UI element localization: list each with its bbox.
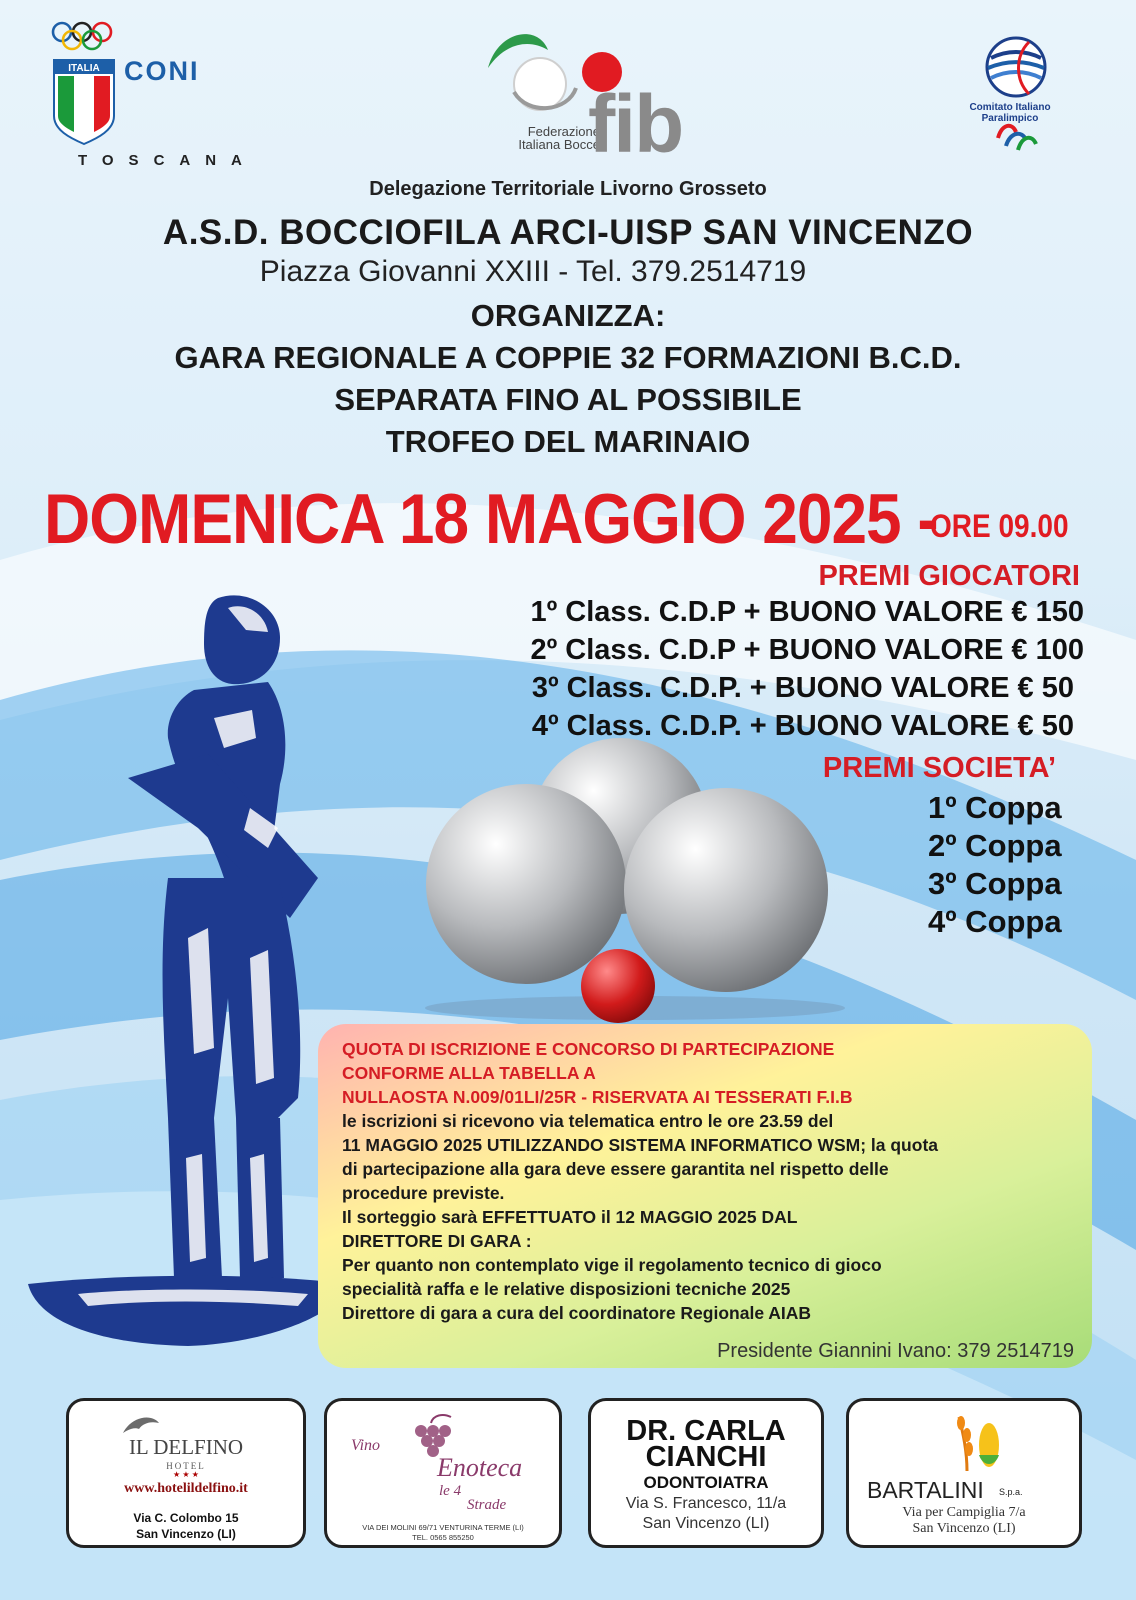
fib-name-line1: Federazione xyxy=(527,124,600,139)
info-line-6: DIRETTORE DI GARA : xyxy=(342,1231,532,1251)
player-prize-3: 3º Class. C.D.P. + BUONO VALORE € 50 xyxy=(531,672,1074,704)
gara-heading: GARA REGIONALE A COPPIE 32 FORMAZIONI B.C.D. xyxy=(174,340,962,375)
info-line-1: le iscrizioni si ricevono via telematica entro le ore 23.59 del xyxy=(342,1111,834,1131)
club-prize-2: 2º Coppa xyxy=(928,828,1062,863)
bocce-ball xyxy=(624,788,828,992)
event-date: DOMENICA 18 MAGGIO 2025 - xyxy=(44,479,938,559)
sponsor-enoteca xyxy=(324,1398,562,1548)
separata-heading: SEPARATA FINO AL POSSIBILE xyxy=(334,382,802,417)
delfino-hotel: HOTEL xyxy=(166,1461,206,1471)
bartalini-address-1: Via per Campiglia 7/a xyxy=(902,1505,1026,1520)
delfino-address-2: San Vincenzo (LI) xyxy=(136,1527,236,1541)
enoteca-le4: le 4 xyxy=(439,1483,462,1499)
delfino-address-1: Via C. Colombo 15 xyxy=(133,1511,239,1525)
delfino-name: IL DELFINO xyxy=(128,1435,244,1459)
agitos-icon xyxy=(994,118,1038,154)
bartalini-name: BARTALINI xyxy=(867,1477,984,1503)
enoteca-phone: TEL. 0565 855250 xyxy=(412,1533,474,1542)
bocce-ball xyxy=(426,784,626,984)
enoteca-strade: Strade xyxy=(467,1497,507,1513)
president-contact: Presidente Giannini Ivano: 379 2514719 xyxy=(717,1340,1074,1362)
player-prize-2: 2º Class. C.D.P + BUONO VALORE € 100 xyxy=(530,634,1084,666)
event-time: ORE 09.00 xyxy=(930,508,1069,544)
coni-label: CONI xyxy=(124,56,200,86)
info-line-8: specialità raffa e le relative disposizioni tecniche 2025 xyxy=(342,1279,791,1299)
fib-name xyxy=(500,125,600,151)
info-line-5: Il sorteggio sarà EFFETTUATO il 12 MAGGIO 2025 DAL xyxy=(342,1207,798,1227)
info-line-7: Per quanto non contemplato vige il regolamento tecnico di gioco xyxy=(342,1255,882,1275)
sponsor-cianchi xyxy=(588,1398,824,1548)
trofeo-heading: TROFEO DEL MARINAIO xyxy=(385,424,751,459)
info-red-line-3: NULLAOSTA N.009/01LI/25R - RISERVATA AI TESSERATI F.I.B xyxy=(342,1087,853,1107)
bartalini-spa: S.p.a. xyxy=(999,1487,1023,1497)
club-address: Piazza Giovanni XXIII - Tel. 379.2514719 xyxy=(259,255,807,288)
cianchi-address-1: Via S. Francesco, 11/a xyxy=(625,1495,787,1512)
info-line-3: di partecipazione alla gara deve essere garantita nel rispetto delle xyxy=(342,1159,889,1179)
delfino-stars: ★ ★ ★ xyxy=(173,1470,199,1479)
club-prize-4: 4º Coppa xyxy=(928,904,1062,939)
player-prize-1: 1º Class. C.D.P + BUONO VALORE € 150 xyxy=(530,596,1084,628)
info-line-2: 11 MAGGIO 2025 UTILIZZANDO SISTEMA INFORMATICO WSM; la quota xyxy=(342,1135,938,1155)
marinaio-statue-illustration xyxy=(18,578,348,1348)
club-name: A.S.D. BOCCIOFILA ARCI-UISP SAN VINCENZO xyxy=(162,213,974,252)
cianchi-name-1: DR. CARLA xyxy=(626,1415,786,1447)
toscana-label: TOSCANA xyxy=(78,152,257,169)
delfino-website: www.hotelildelfino.it xyxy=(124,1481,248,1496)
info-line-9: Direttore di gara a cura del coordinatore Regionale AIAB xyxy=(342,1303,812,1323)
bartalini-address-2: San Vincenzo (LI) xyxy=(912,1521,1016,1536)
info-red-line-2: CONFORME ALLA TABELLA A xyxy=(342,1063,596,1083)
coni-logo xyxy=(48,20,120,146)
premi-societa-title: PREMI SOCIETA’ xyxy=(822,752,1056,784)
wheat-corn-icon xyxy=(953,1411,1009,1473)
fib-name-line2: Italiana Bocce xyxy=(518,137,600,152)
enoteca-vino: Vino xyxy=(351,1437,381,1454)
cianchi-role: ODONTOIATRA xyxy=(643,1473,769,1492)
club-prize-1: 1º Coppa xyxy=(928,790,1062,825)
cianchi-name-2: CIANCHI xyxy=(645,1441,767,1473)
club-prize-3: 3º Coppa xyxy=(928,866,1062,901)
bocce-balls-illustration xyxy=(420,726,850,1026)
player-prize-4: 4º Class. C.D.P. + BUONO VALORE € 50 xyxy=(531,710,1074,742)
enoteca-name: Enoteca xyxy=(437,1453,523,1482)
premi-giocatori-title: PREMI GIOCATORI xyxy=(818,560,1080,592)
sponsor-delfino xyxy=(66,1398,306,1548)
info-line-4: procedure previste. xyxy=(342,1183,505,1203)
enoteca-address: VIA DEI MOLINI 69/71 VENTURINA TERME (LI) xyxy=(362,1523,524,1532)
coni-italia-text: ITALIA xyxy=(68,63,100,74)
sponsor-bartalini xyxy=(846,1398,1082,1548)
cianchi-address-2: San Vincenzo (LI) xyxy=(642,1515,770,1532)
info-red-line-1: QUOTA DI ISCRIZIONE E CONCORSO DI PARTECIPAZIONE xyxy=(342,1039,835,1059)
organizza-heading: ORGANIZZA: xyxy=(470,298,666,333)
cip-globe-logo xyxy=(985,36,1047,98)
fib-logo-text: fib xyxy=(588,79,683,170)
delegazione-heading: Delegazione Territoriale Livorno Grosseto xyxy=(369,178,767,200)
cip-label: Comitato Italiano Paralimpico xyxy=(969,102,1051,124)
pallino-ball xyxy=(581,949,655,1023)
